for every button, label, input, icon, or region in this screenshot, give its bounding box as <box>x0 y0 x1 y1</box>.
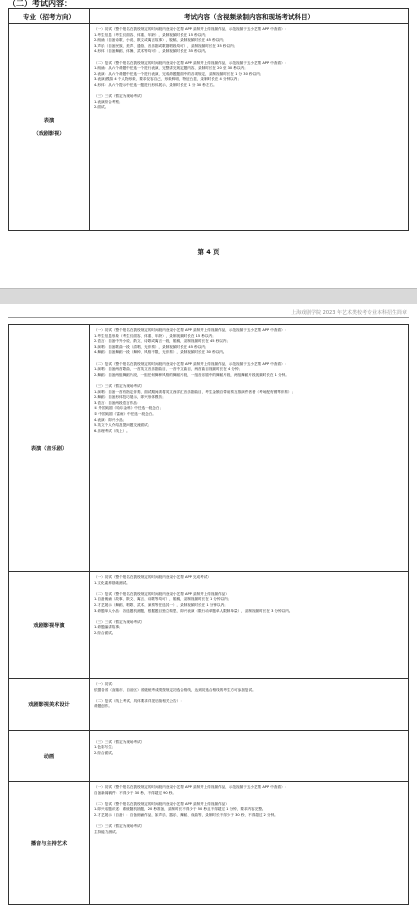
content-line: 1.文化素养基础测试。 <box>94 580 130 585</box>
content-line: 2.语言：自备中外小说、散文、诗歌或寓言一段，脱稿，录制视频时长在 45 秒以内； <box>94 339 231 344</box>
major-label-cell <box>9 24 90 231</box>
major-label-cell <box>9 782 90 905</box>
exam-content-cell <box>90 782 409 905</box>
header-major: 专业（招考方向） <box>9 9 90 24</box>
content-line: 5.英文个人介绍及提问题交流面试； <box>94 423 152 428</box>
content-line: （三）三试（暂定为现场考试） <box>94 824 145 829</box>
content-line: ① 外国戏剧《哈尔金科》中任选一段念白； <box>94 406 164 411</box>
content-line: 主持能力测试。 <box>94 829 120 834</box>
exam-content <box>94 27 404 111</box>
content-line: （三）三试（暂定为现场考试） <box>94 94 145 99</box>
content-line: （二）复试（整个报名在我校规定的时间段内登录小艺帮 APP 录制并上传视频作品） <box>94 591 229 596</box>
exam-table-page-two <box>8 324 409 905</box>
exam-content-cell <box>90 679 409 731</box>
content-line: 2.才艺展示（舞蹈、唱歌、武术、演奏等任选其一），录制视频时长在 1 分钟以内； <box>94 602 228 607</box>
header-content: 考试内容（含视频录制内容和现场考试科目） <box>90 9 409 24</box>
content-line: 4.表演：即兴小品； <box>94 417 127 422</box>
section-title: （二）考试内容： <box>8 0 72 8</box>
content-line: 1.考生信息形象（考生仅面容、体重、年龄），录制视频时长在 15 秒以内； <box>94 333 216 338</box>
exam-content-cell <box>90 325 409 572</box>
content-line: 4.形体（自备舞蹈、体操、武术等均可），录制视频时长在 35 秒以内。 <box>94 49 209 54</box>
content-line: （二）复试（整个报名在我校规定的时间段内登录小艺帮 APP 录制并上传视频作品，示范视频于五小艺帮 APP 中查看）： <box>94 361 289 366</box>
content-line: （一）初试（整个报名在我校规定的时间段内登录小艺帮 APP 录制并上传视频作品，示范视频于五小艺帮 APP 中查看）： <box>94 27 289 31</box>
content-line: （一）初试（整个报名在我校规定的时间段内登录小艺帮 APP 完成考试） <box>94 575 211 579</box>
content-line: 3.演唱：自备歌曲一段（清唱，无伴奏），录制视频时长在 45 秒以内； <box>94 344 209 349</box>
content-line: （三）三试（暂定为现场考试） <box>94 383 145 388</box>
exam-content-cell <box>90 731 409 782</box>
page-number: 第 4 页 <box>197 248 220 256</box>
content-line: 2.表演：从六个命题中任选一个进行表演，完成命题题面中的各项规定，录制视频时长在 1 分 30 秒以内； <box>94 71 264 76</box>
content-line: 2.舞蹈：自备两组舞蹈片段，一组任何舞种风格的舞蹈片段，一组音乐剧中的舞蹈片段，两组舞蹈片段视频时长在 1 分钟。 <box>94 372 289 377</box>
content-line: 2.朗诵（自备诗歌、小说、散文或寓言故事），脱稿，录制视频时长在 45 秒以内； <box>94 38 227 43</box>
major-label-line: 表演（音乐剧） <box>30 445 68 452</box>
content-line: 3.语言：自备两段语言作品： <box>94 400 141 405</box>
page-two <box>0 304 417 907</box>
table-row <box>9 572 409 679</box>
exam-content-cell <box>90 24 409 231</box>
content-line: 2.才艺展示（自备）：自备朗诵作品，如声乐、器乐、舞蹈、戏曲等，录制时长不得少于 30 秒，不得超过 2 分钟。 <box>94 812 278 817</box>
content-line: 3.表演(模拟 4 个人物形象，要求仪容自己，形象鲜明，特征凸显，录制时长在 4 分钟以内； <box>94 77 241 82</box>
major-label-line: 播音与主持艺术 <box>30 840 68 847</box>
content-line: 1.演唱：自备两首歌曲，一首英文音乐剧曲目，一首中文曲目，两首曲目视频时长在 4 分钟； <box>94 367 243 372</box>
content-line: （二）复试（整个报名在我校规定的时间段内登录小艺帮 APP 录制并上传视频作品，示范视频于五小艺帮 APP 中查看）： <box>94 60 289 65</box>
content-line: 1.考生信息（考生仅面容、体重、年龄），录制视频时长在 15 秒以内； <box>94 32 209 37</box>
content-line: 1.命题编讲故事； <box>94 625 123 630</box>
major-label-cell <box>9 572 90 679</box>
running-header: 上海戏剧学院 2023 年艺术类校考专业本科招生简章 <box>291 310 407 316</box>
table-header-row <box>9 9 409 24</box>
content-line: 1.演唱：自备一首有指定伴奏，面试期间须将英文西洋汇音乐剧曲目，考生金额自带前奏互推演件者者（考场配有钢琴伴奏）； <box>94 389 296 394</box>
table-row <box>9 782 409 905</box>
content-line: （一）初试： <box>94 682 116 686</box>
header-rule <box>8 317 409 318</box>
major-label-line: 戏剧影视导演 <box>33 622 65 629</box>
table-row <box>9 679 409 731</box>
content-line: 4.形体：从六个提示中任选一题进行形体展示，录制时长在 1 分 30 秒左右。 <box>94 82 217 87</box>
table-row <box>9 325 409 572</box>
content-line: 2.综合面试。 <box>94 750 116 755</box>
content-line: 自备新闻稿件：不得少于 30 秒，不得超过 90 秒。 <box>94 790 176 795</box>
content-line: （三）三试（暂定为现场考试） <box>94 739 145 744</box>
content-line: 1.即兴话题评述：系统随机抽题，20 秒准备，录制时长不得少于 50 秒且不得超过 1 分钟，要求内容完整。 <box>94 807 266 812</box>
content-line: 3.命题单人小品：各选题机测题，根据题目独立构思，即兴表演（限行动单题单人限制单量），录制视频时长在 3 分钟以内。 <box>94 608 293 613</box>
major-label-cell <box>9 731 90 782</box>
major-label-cell <box>9 679 90 731</box>
content-line: 4.舞蹈：自备舞蹈一段（舞种、风格不限，无伴奏），录制视频时长在 30 秒以内。 <box>94 350 227 355</box>
page-one <box>0 0 417 288</box>
content-line: 6.乐理考试（线上）。 <box>94 428 130 433</box>
major-label-line: 表演 <box>43 118 55 124</box>
content-line: ② 中国戏剧《雷雨》中任选一段念白。 <box>94 411 156 416</box>
content-line: 2.面试。 <box>94 105 109 110</box>
major-label-cell <box>9 325 90 572</box>
content-line: 1.表演综合考察； <box>94 99 123 104</box>
content-line: （一）初试（整个报名在我校规定的时间段内登录小艺帮 APP 录制并上传视频作品，示范视频于五小艺帮 APP 中查看）： <box>94 328 289 332</box>
content-line: 2.舞蹈：自备形体技巧展示，即兴形体模仿； <box>94 395 166 400</box>
major-label <box>9 117 89 137</box>
content-line: 1.朗诵：从六个命题中任选一个进行表演，完整讲完规定题内容，录制时长在 20 至 30 秒以内； <box>94 66 248 71</box>
content-line: （三）三试（暂定为现场考试） <box>94 619 145 624</box>
content-line: 依据各省（直辖市、自治区）省级统考成绩按规定初选合格线，达到初选合格线的考生方可参加复试。 <box>94 687 256 692</box>
content-line: 1.自备朗诵（故事、散文、寓言、诗歌等均可），脱稿，录制视频时长在 1 分钟以内； <box>94 597 232 602</box>
content-line: 3.声乐（自备民族、美声、通俗、音乐剧或歌剧唱段均可），录制视频时长在 35 秒以内； <box>94 43 238 48</box>
major-label-line: 戏剧影视美术设计 <box>28 702 70 708</box>
table-row <box>9 24 409 231</box>
major-label-line: 动画 <box>43 753 55 760</box>
content-line: （二）复试（整个报名在我校规定的时间段内登录小艺帮 APP 录制并上传视频作品） <box>94 801 229 806</box>
content-line: （二）复试（线上考试，具体要求详见后续相关公告）： <box>94 698 184 703</box>
content-line: 1.色彩写生； <box>94 745 116 750</box>
exam-table-page-one <box>8 8 409 231</box>
major-label-line: （戏剧影视） <box>33 131 65 137</box>
table-row <box>9 731 409 782</box>
content-line: 2.综合面试。 <box>94 630 116 635</box>
content-line: （一）初试（整个报名在我校规定的时间段内登录小艺帮 APP 录制并上传视频作品，示范视频于五小艺帮 APP 中查看）： <box>94 785 289 789</box>
exam-content-cell <box>90 572 409 679</box>
content-line: 命题创作。 <box>94 704 112 709</box>
